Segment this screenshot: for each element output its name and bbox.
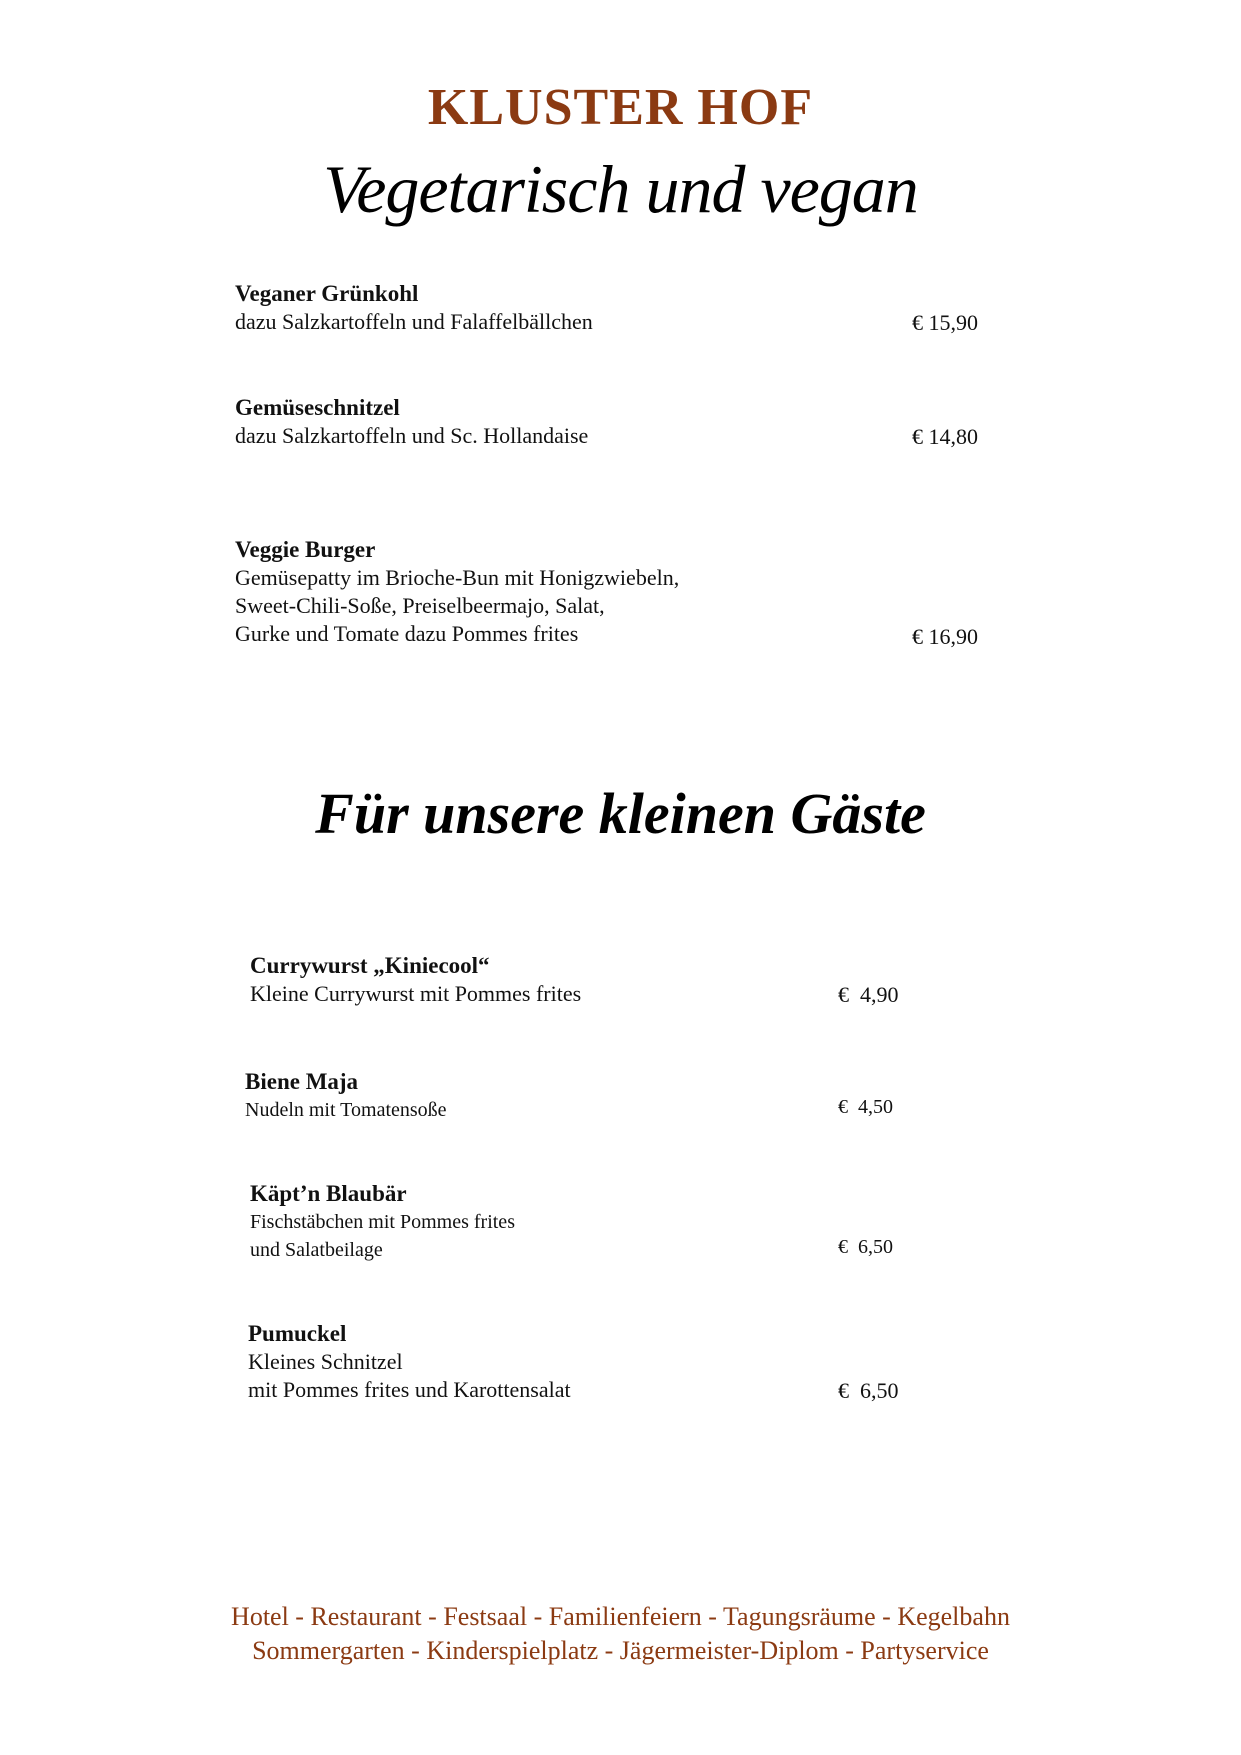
item-name: Käpt’n Blaubär [250,1181,407,1206]
footer-line-2: Sommergarten - Kinderspielplatz - Jägermeister-Diplom - Partyservice [252,1636,989,1665]
menu-item-gemueseschnitzel [235,394,588,450]
item-price: € 14,80 [912,424,978,449]
item-desc: Sweet-Chili-Soße, Preiselbeermajo, Salat, [235,593,605,618]
item-desc: Gemüsepatty im Brioche-Bun mit Honigzwiebeln, [235,565,680,590]
section-title-vegetarian: Vegetarisch und vegan [323,151,918,227]
item-desc: Gurke und Tomate dazu Pommes frites [235,621,579,646]
item-price: € 6,50 [838,1236,893,1258]
item-price: € 15,90 [912,310,978,335]
footer-line-1: Hotel - Restaurant - Festsaal - Familienfeiern - Tagungsräume - Kegelbahn [231,1602,1010,1631]
menu-item-kaeptn-blaubaer [250,1180,515,1264]
item-desc: Kleine Currywurst mit Pommes frites [250,981,582,1006]
item-name: Currywurst „Kiniecool“ [250,953,490,978]
item-name: Veggie Burger [235,537,376,562]
item-desc: mit Pommes frites und Karottensalat [248,1377,571,1402]
item-desc: dazu Salzkartoffeln und Sc. Hollandaise [235,423,589,448]
item-price: € 6,50 [838,1378,899,1403]
item-desc: Kleines Schnitzel [248,1349,403,1374]
item-price: € 4,50 [838,1096,893,1118]
menu-item-pumuckel [248,1320,571,1404]
item-desc: dazu Salzkartoffeln und Falaffelbällchen [235,309,593,334]
item-price: € 4,90 [838,982,899,1007]
section-title-kids: Für unsere kleinen Gäste [315,781,926,846]
item-price: € 16,90 [912,624,978,649]
item-desc: Nudeln mit Tomatensoße [245,1099,447,1121]
item-desc: und Salatbeilage [250,1239,383,1261]
item-desc: Fischstäbchen mit Pommes frites [250,1211,515,1233]
menu-item-veganer-gruenkohl [235,280,593,336]
menu-item-currywurst [250,952,581,1008]
item-name: Pumuckel [248,1321,347,1346]
brand-title: KLUSTER HOF [427,79,814,136]
menu-item-biene-maja [245,1068,447,1124]
menu-item-veggie-burger [235,536,679,648]
item-name: Veganer Grünkohl [235,281,419,306]
item-name: Gemüseschnitzel [235,395,400,420]
item-name: Biene Maja [245,1069,359,1094]
